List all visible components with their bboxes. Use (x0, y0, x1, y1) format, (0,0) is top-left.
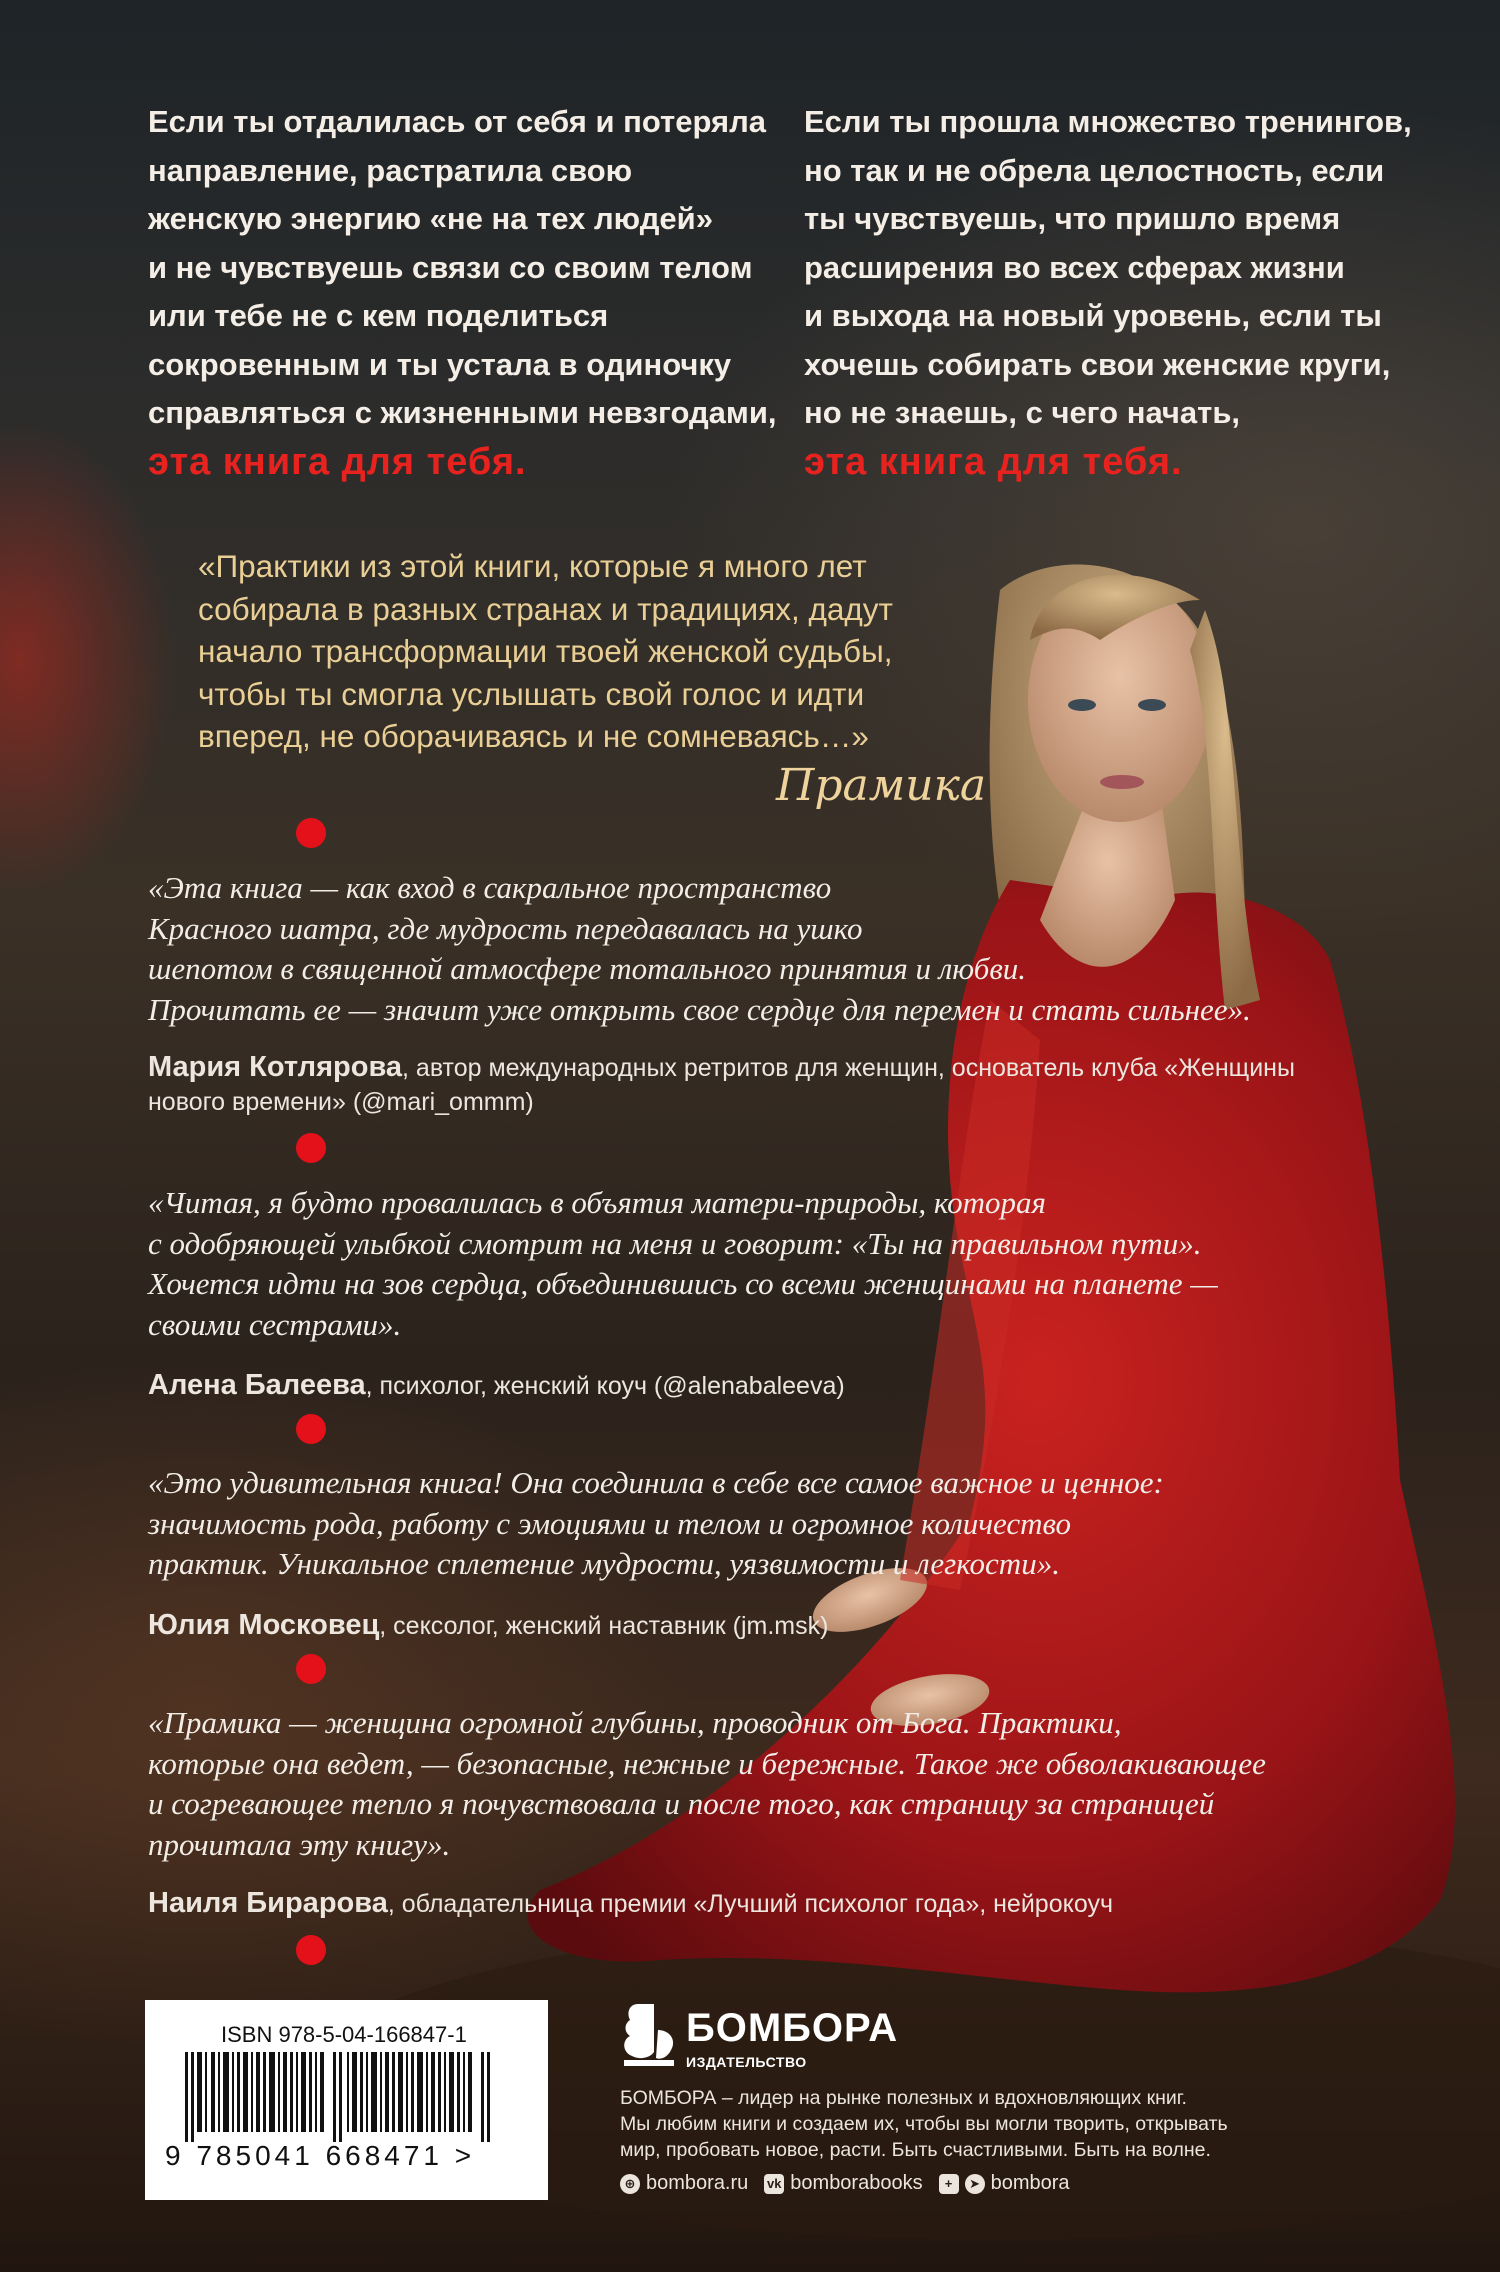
review-author-name-1: Мария Котлярова (148, 1051, 403, 1083)
globe-icon: ⊕ (620, 2174, 640, 2194)
review-text-2: «Читая, я будто провалилась в объятия матери-природы, которая с одобряющей улыбкой смотрит на меня и говорит: «Ты на правильном пути». Хочется идти на зов сердца, объединившись со всеми женщинами на планете — своими сестрами». (148, 1185, 1218, 1342)
publisher-sub: ИЗДАТЕЛЬСТВО (686, 2054, 807, 2070)
review-author-role-3: , сексолог, женский наставник (jm.msk) (379, 1612, 829, 1640)
barcode-icon (185, 2052, 515, 2142)
publisher-name: БОМБОРА (686, 2006, 899, 2050)
publisher-blurb: БОМБОРА – лидер на рынке полезных и вдохновляющих книг. Мы любим книги и создаем их, чтобы вы могли творить, открывать мир, пробовать новое, расти. Быть счастливыми. Быть на волне. (620, 2087, 1228, 2161)
bullet-dot (296, 818, 326, 848)
isbn-label: ISBN 978-5-04-166847-1 (221, 2022, 467, 2047)
intro-right-text: Если ты прошла множество тренингов, но так и не обрела целостность, если ты чувствуешь, что пришло время расширения во всех сферах жизни и выхода на новый уровень, если ты хочешь собирать свои женские круги, но не знаешь, с чего начать, (804, 104, 1412, 430)
review-author-name-4: Наиля Бирарова (148, 1887, 388, 1919)
social-link-label: bomborabooks (790, 2172, 923, 2194)
social-link-label: bombora.ru (646, 2172, 749, 2194)
social-link-vk[interactable] (764, 2172, 922, 2195)
review-author-1 (148, 1050, 1408, 1119)
review-author-4 (148, 1886, 1408, 1921)
social-links (620, 2172, 1070, 2195)
review-author-3 (148, 1608, 1408, 1643)
review-author-2 (148, 1368, 1408, 1403)
review-text-4: «Прамика — женщина огромной глубины, проводник от Бога. Практики, которые она ведет, — безопасные, нежные и бережные. Такое же обволакивающее и согревающее тепло я почувствовала и после того, как страницу за страницей прочитала эту книгу». (148, 1705, 1266, 1862)
author-signature: Прамика (776, 760, 987, 811)
intro-right-column (804, 98, 1444, 486)
social-link-telegram[interactable] (939, 2172, 1070, 2195)
social-link-web[interactable] (620, 2172, 748, 2195)
review-author-name-3: Юлия Московец (148, 1609, 380, 1641)
isbn-digits: 9 785041 668471 > (165, 2140, 476, 2171)
review-author-role-4: , обладательница премии «Лучший психолог года», нейрокоуч (387, 1890, 1113, 1918)
bullet-dot (296, 1935, 326, 1965)
review-author-name-2: Алена Балеева (148, 1369, 366, 1401)
vk-icon: vk (764, 2174, 784, 2194)
social-link-label: bombora (990, 2172, 1070, 2194)
bombora-logo-icon (620, 2000, 680, 2070)
review-author-role-1: , автор международных ретритов для женщин, основатель клуба «Женщины нового времени» (@mari_ommm) (148, 1054, 1295, 1116)
intro-left-text: Если ты отдалилась от себя и потеряла направление, растратила свою женскую энергию «не на тех людей» и не чувствуешь связи со своим телом или тебе не с кем поделиться сокровенным и ты устала в одиночку справляться с жизненными невзгодами, (148, 104, 777, 430)
bullet-dot (296, 1133, 326, 1163)
plus-icon: + (939, 2174, 959, 2194)
review-author-role-2: , психолог, женский коуч (@alenabaleeva) (365, 1372, 845, 1400)
intro-left-accent: эта книга для тебя. (148, 440, 527, 483)
review-text-1: «Эта книга — как вход в сакральное пространство Красного шатра, где мудрость передавалась на ушко шепотом в священной атмосфере тотального принятия и любви. Прочитать ее — значит уже открыть свое сердце для перемен и стать сильнее». (148, 870, 1251, 1027)
bullet-dot (296, 1654, 326, 1684)
review-text-3: «Это удивительная книга! Она соединила в себе все самое важное и ценное: значимость рода, работу с эмоциями и телом и огромное количество практик. Уникальное сплетение мудрости, уязвимости и легкости». (148, 1465, 1164, 1581)
author-quote: «Практики из этой книги, которые я много лет собирала в разных странах и традициях, дадут начало трансформации твоей женской судьбы, чтобы ты смогла услышать свой голос и идти вперед, не оборачиваясь и не сомневаясь…» (198, 548, 893, 754)
intro-right-accent: эта книга для тебя. (804, 440, 1183, 483)
telegram-icon: ➤ (965, 2174, 985, 2194)
barcode-block (145, 2000, 548, 2200)
intro-left-column (148, 98, 788, 486)
bullet-dot (296, 1414, 326, 1444)
